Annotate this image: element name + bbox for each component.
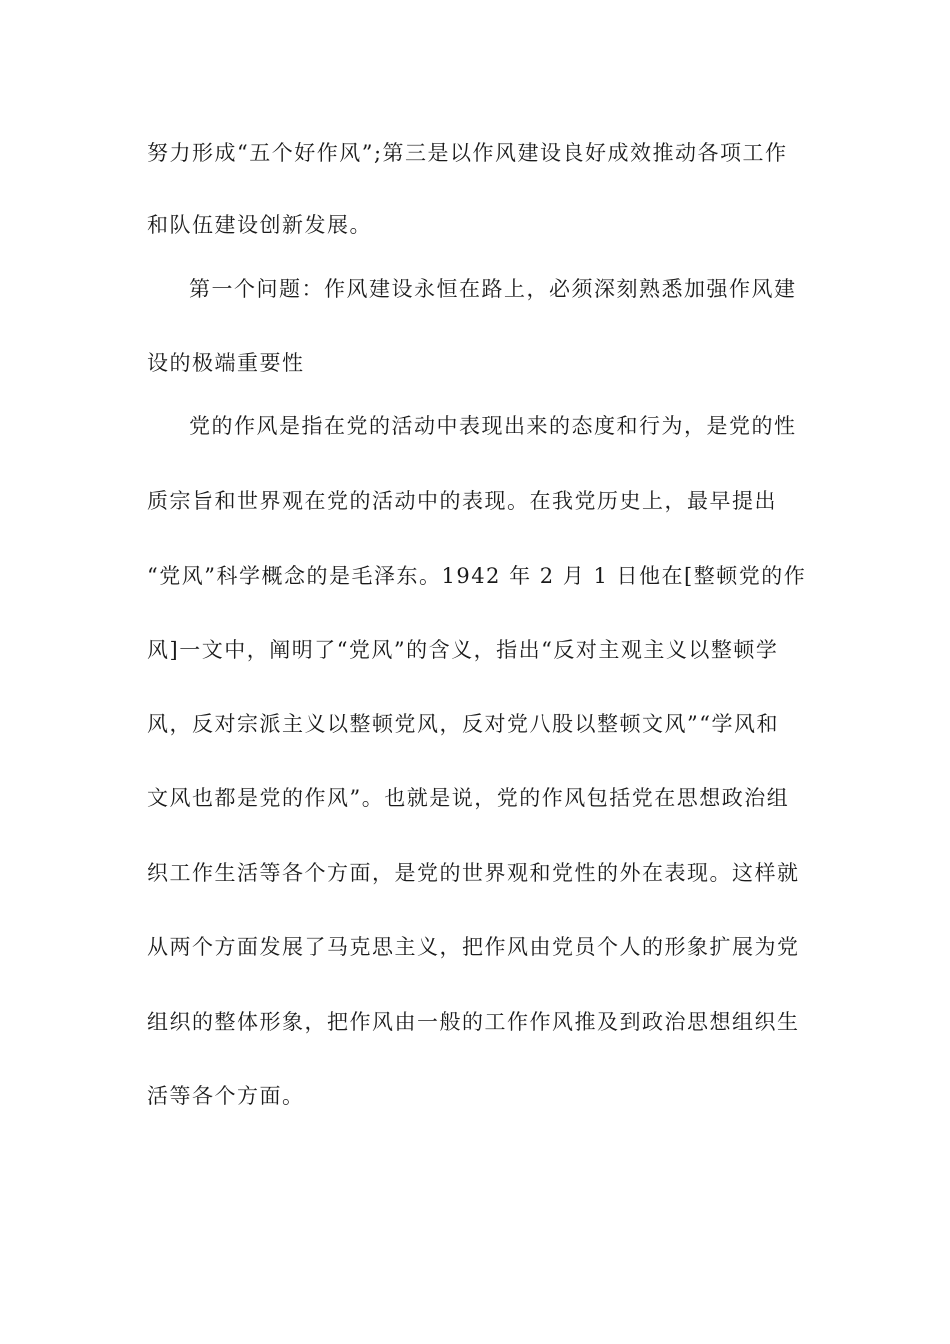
text-line: 努力形成“五个好作风”;第三是以作风建设良好成效推动各项工作 — [147, 141, 788, 165]
section-heading-line: 设的极端重要性 — [147, 351, 305, 375]
text-line: 从两个方面发展了马克思主义，把作风由党员个人的形象扩展为党 — [147, 935, 800, 959]
text-line: 和队伍建设创新发展。 — [147, 213, 372, 237]
text-line: 风，反对宗派主义以整顿党风，反对党八股以整顿文风”“学风和 — [147, 712, 779, 736]
text-line: 文风也都是党的作风”。也就是说，党的作风包括党在思想政治组 — [147, 786, 790, 810]
text-line: 党的作风是指在党的活动中表现出来的态度和行为，是党的性 — [189, 414, 797, 438]
text-line: 风]一文中，阐明了“党风”的含义，指出“反对主观主义以整顿学 — [147, 638, 779, 662]
text-line: 织工作生活等各个方面，是党的世界观和党性的外在表现。这样就 — [147, 861, 800, 885]
section-heading-line: 第一个问题：作风建设永恒在路上，必须深刻熟悉加强作风建 — [189, 277, 797, 301]
text-line: 组织的整体形象，把作风由一般的工作作风推及到政治思想组织生 — [147, 1010, 800, 1034]
text-line: 质宗旨和世界观在党的活动中的表现。在我党历史上，最早提出 — [147, 489, 777, 513]
text-line: 活等各个方面。 — [147, 1084, 305, 1108]
text-line: “党风”科学概念的是毛泽东。1942 年 2 月 1 日他在[整顿党的作 — [147, 564, 807, 588]
